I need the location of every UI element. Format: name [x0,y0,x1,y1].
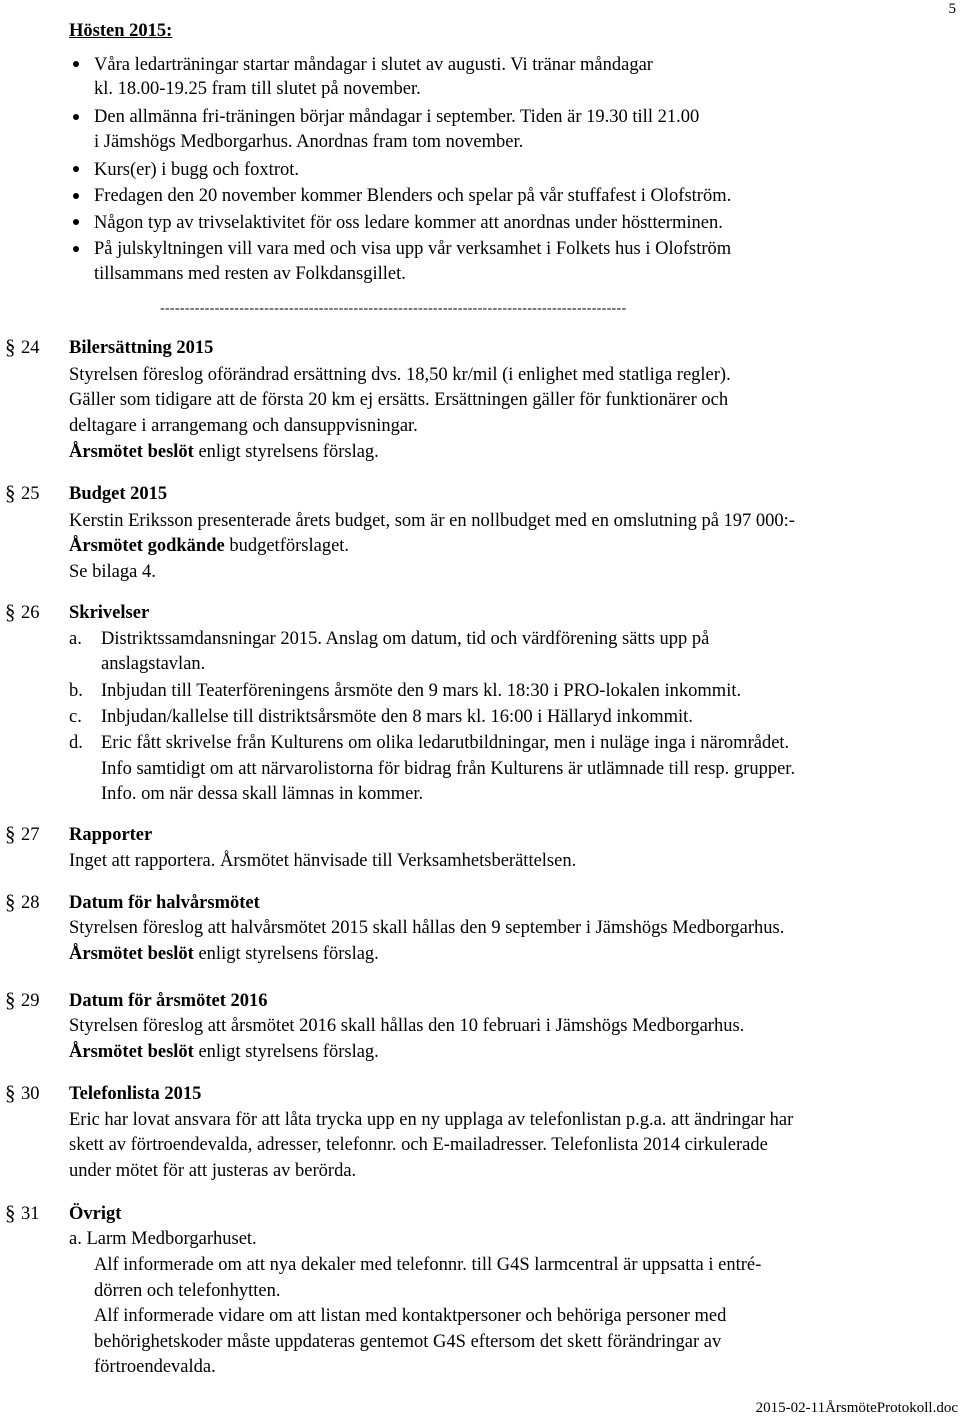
bullet-item-continuation: kl. 18.00-19.25 fram till slutet på november. [94,79,421,99]
autumn-title: Hösten 2015: [69,21,173,41]
page-number: 5 [948,1,956,17]
bullet-icon [73,61,79,67]
list-item-continuation: Info. om när dessa skall lämnas in kommer. [101,784,424,804]
section-marker-icon: § [5,600,16,624]
section-heading: Bilersättning 2015 [69,338,214,358]
section-number: 27 [21,825,40,845]
section-heading: Övrigt [69,1204,122,1224]
section-text: Gäller som tidigare att de första 20 km ej ersätts. Ersättningen gäller för funktionärer och [69,390,729,410]
bullet-icon [73,193,79,199]
section-marker-icon: § [5,890,16,914]
section-number: 28 [21,893,40,913]
section-marker-icon: § [5,481,16,505]
section-number: 30 [21,1084,40,1104]
bullet-icon [73,219,79,225]
list-letter: a. [69,629,82,649]
list-item: Inbjudan/kallelse till distriktsårsmöte den 8 mars kl. 16:00 i Hällaryd inkommit. [101,707,693,727]
section-number: 26 [21,603,40,623]
decision-line [69,1043,379,1062]
section-number: 25 [21,484,40,504]
section-text: Styrelsen föreslog oförändrad ersättning dvs. 18,50 kr/mil (i enlighet med statliga regler). [69,365,731,385]
decision-line [69,443,379,462]
list-item-continuation: Info samtidigt om att närvarolistorna för bidrag från Kulturens är utlämnade till resp. grupper. [101,759,796,779]
section-text: deltagare i arrangemang och dansuppvisningar. [69,416,418,436]
list-item: Inbjudan till Teaterföreningens årsmöte den 9 mars kl. 18:30 i PRO-lokalen inkommit. [101,681,742,701]
footer-filename: 2015-02-11ÅrsmöteProtokoll.doc [755,1400,958,1416]
list-item-continuation: förtroendevalda. [94,1357,216,1377]
bullet-icon [73,166,79,172]
section-text: Kerstin Eriksson presenterade årets budget, som är en nollbudget med en omslutning på 197 000:- [69,511,795,531]
section-heading: Datum för halvårsmötet [69,893,260,913]
bullet-item-continuation: i Jämshögs Medborgarhus. Anordnas fram tom november. [94,132,524,152]
section-text: skett av förtroendevalda, adresser, telefonnr. och E-mailadresser. Telefonlista 2014 cirkulerade [69,1135,768,1155]
section-number: 31 [21,1204,40,1224]
bullet-item: Kurs(er) i bugg och foxtrot. [94,160,299,180]
list-item-continuation: Alf informerade om att nya dekaler med telefonnr. till G4S larmcentral är uppsatta i entré- [94,1255,762,1275]
section-text: under mötet för att justeras av berörda. [69,1161,357,1181]
section-number: 24 [21,338,40,358]
list-letter: b. [69,681,83,701]
list-letter: d. [69,733,83,753]
section-text: Styrelsen föreslog att halvårsmötet 2015 skall hållas den 9 september i Jämshögs Medborgarhus. [69,918,785,938]
decision-label: Årsmötet beslöt [69,1042,194,1062]
decision-line [69,537,349,556]
decision-label: Årsmötet godkände [69,536,225,556]
section-marker-icon: § [5,1201,16,1225]
decision-text: budgetförslaget. [224,536,350,556]
bullet-item: Våra ledarträningar startar måndagar i slutet av augusti. Vi tränar måndagar [94,55,653,75]
bullet-item: Någon typ av trivselaktivitet för oss ledare kommer att anordnas under höstterminen. [94,213,723,233]
section-heading: Datum för årsmötet 2016 [69,991,268,1011]
list-item-continuation: behörighetskoder måste uppdateras gentemot G4S eftersom det skett förändringar av [94,1332,722,1352]
bullet-item: Den allmänna fri-träningen börjar måndagar i september. Tiden är 19.30 till 21.00 [94,107,700,127]
appendix-reference: Se bilaga 4. [69,562,156,582]
bullet-icon [73,114,79,120]
bullet-item: Fredagen den 20 november kommer Blenders och spelar på vår stuffafest i Olofström. [94,186,732,206]
list-item-continuation: anslagstavlan. [101,654,206,674]
section-heading: Budget 2015 [69,484,168,504]
decision-text: enligt styrelsens förslag. [193,442,379,462]
section-heading: Skrivelser [69,603,150,623]
list-item: Distriktssamdansningar 2015. Anslag om datum, tid och värdförening sätts upp på [101,629,710,649]
list-item: Eric fått skrivelse från Kulturens om olika ledarutbildningar, men i nuläge inga i närområdet. [101,733,790,753]
list-letter: c. [69,707,82,727]
decision-label: Årsmötet beslöt [69,442,194,462]
list-item: a. Larm Medborgarhuset. [69,1229,257,1249]
decision-text: enligt styrelsens förslag. [193,1042,379,1062]
bullet-icon [73,246,79,252]
section-text: Eric har lovat ansvara för att låta trycka upp en ny upplaga av telefonlistan p.g.a. att ändringar har [69,1110,794,1130]
bullet-item: På julskyltningen vill vara med och visa upp vår verksamhet i Folkets hus i Olofström [94,239,732,259]
list-item-continuation: Alf informerade vidare om att listan med kontaktpersoner och behöriga personer med [94,1306,727,1326]
section-heading: Rapporter [69,825,153,845]
section-number: 29 [21,991,40,1011]
section-text: Inget att rapportera. Årsmötet hänvisade till Verksamhetsberättelsen. [69,851,577,871]
separator-line: ---------------------------------------------------------------------------------------------- [160,301,627,316]
decision-label: Årsmötet beslöt [69,944,194,964]
decision-text: enligt styrelsens förslag. [193,944,379,964]
section-marker-icon: § [5,1081,16,1105]
section-marker-icon: § [5,988,16,1012]
bullet-item-continuation: tillsammans med resten av Folkdansgillet. [94,264,406,284]
section-heading: Telefonlista 2015 [69,1084,202,1104]
section-marker-icon: § [5,335,16,359]
section-text: Styrelsen föreslog att årsmötet 2016 skall hållas den 10 februari i Jämshögs Medborgarhus. [69,1016,745,1036]
list-item-continuation: dörren och telefonhytten. [94,1281,281,1301]
decision-line [69,945,379,964]
section-marker-icon: § [5,822,16,846]
